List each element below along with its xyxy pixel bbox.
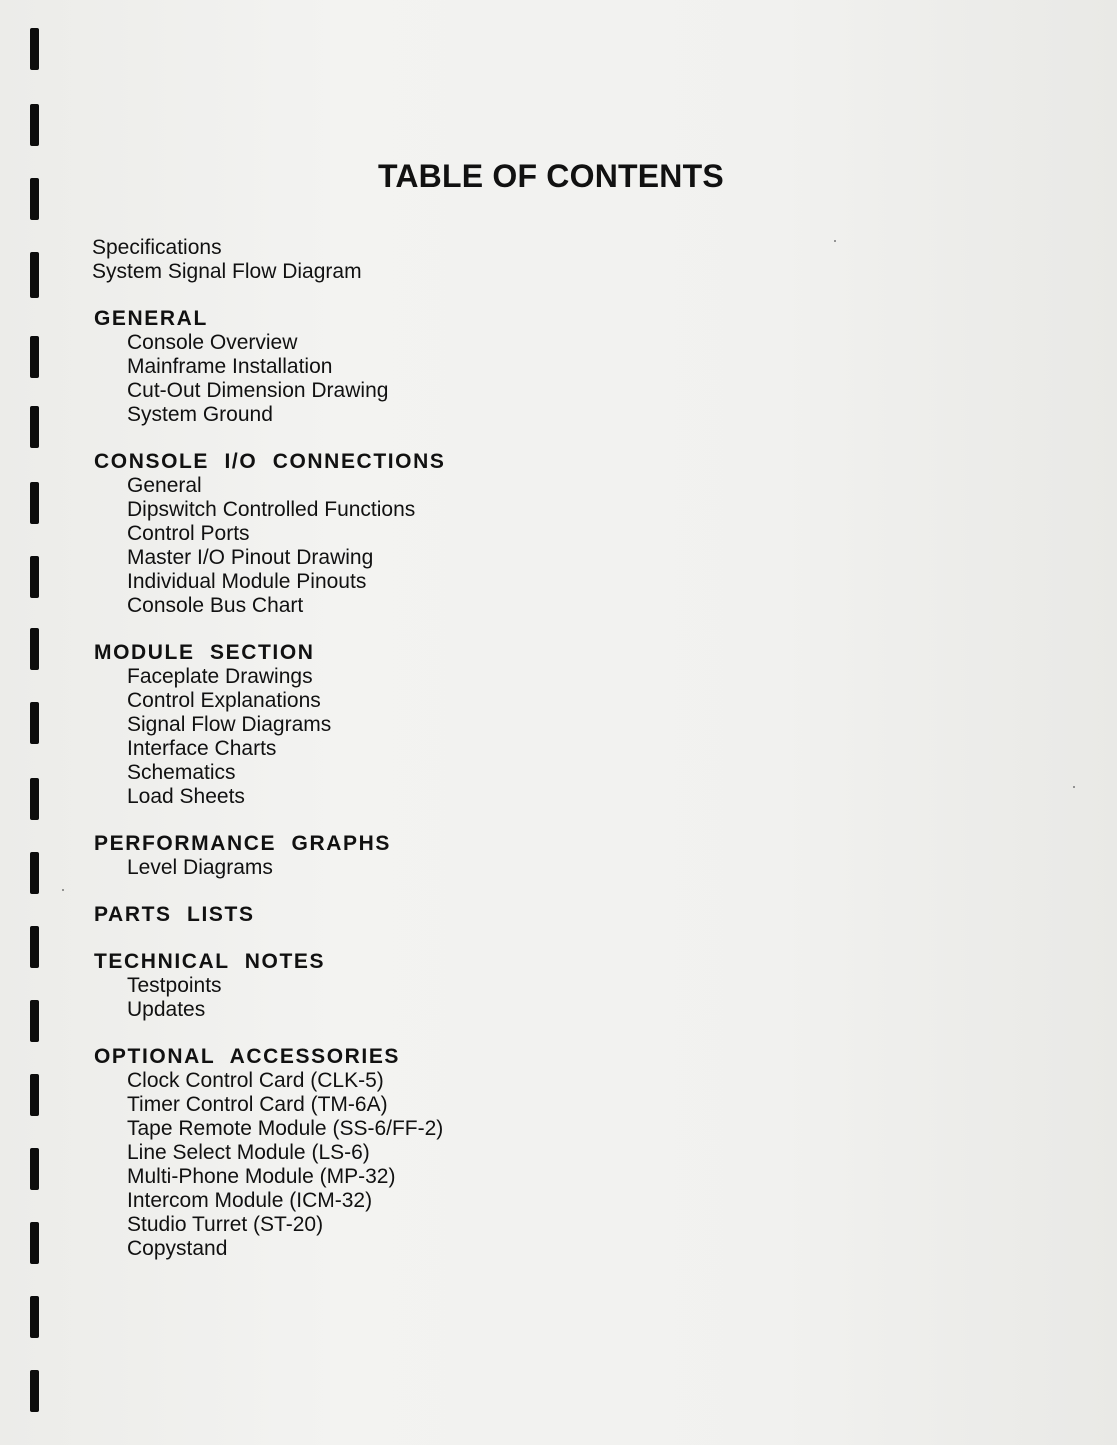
toc-entry: Intercom Module (ICM-32) xyxy=(127,1189,373,1212)
toc-entry: Individual Module Pinouts xyxy=(127,570,367,593)
toc-entry: Console Bus Chart xyxy=(127,594,304,617)
toc-section xyxy=(92,641,592,809)
toc-entry: Master I/O Pinout Drawing xyxy=(127,546,374,569)
binding-hole xyxy=(30,336,39,378)
toc-entry: System Ground xyxy=(127,403,273,426)
binding-hole xyxy=(30,406,39,448)
toc-section xyxy=(92,450,592,618)
toc-entry: Testpoints xyxy=(127,974,222,997)
toc-entry: Interface Charts xyxy=(127,737,277,760)
toc-entry: Level Diagrams xyxy=(127,856,273,879)
toc-entry: Copystand xyxy=(127,1237,228,1260)
toc-section xyxy=(92,832,592,880)
binding-hole xyxy=(30,482,39,524)
toc-entry: Line Select Module (LS-6) xyxy=(127,1141,370,1164)
binding-hole xyxy=(30,1296,39,1338)
toc-section xyxy=(92,950,592,1022)
toc-sections xyxy=(92,307,592,1261)
binding-hole xyxy=(30,852,39,894)
toc-item-specifications: Specifications xyxy=(92,236,222,259)
toc-entry: Control Ports xyxy=(127,522,250,545)
section-items xyxy=(92,665,592,809)
toc-item-system-signal-flow-diagram: System Signal Flow Diagram xyxy=(92,260,362,283)
toc-entry: Cut-Out Dimension Drawing xyxy=(127,379,389,402)
section-items xyxy=(92,974,592,1022)
toc-entry: Tape Remote Module (SS-6/FF-2) xyxy=(127,1117,444,1140)
section-items xyxy=(92,1069,592,1261)
toc-section xyxy=(92,1045,592,1261)
toc-entry: Signal Flow Diagrams xyxy=(127,713,332,736)
paper-speck xyxy=(834,240,836,242)
toc-entry: Console Overview xyxy=(127,331,298,354)
binding-holes xyxy=(26,0,48,1445)
page-title: TABLE OF CONTENTS xyxy=(378,158,724,194)
binding-hole xyxy=(30,778,39,820)
section-heading: PERFORMANCE GRAPHS xyxy=(94,832,391,855)
binding-hole xyxy=(30,1222,39,1264)
binding-hole xyxy=(30,926,39,968)
binding-hole xyxy=(30,1000,39,1042)
toc-entry: Mainframe Installation xyxy=(127,355,333,378)
binding-hole xyxy=(30,556,39,598)
toc-entry: Updates xyxy=(127,998,206,1021)
section-heading: CONSOLE I/O CONNECTIONS xyxy=(94,450,446,473)
toc-entry: General xyxy=(127,474,202,497)
table-of-contents xyxy=(92,236,592,1261)
binding-hole xyxy=(30,702,39,744)
section-items xyxy=(92,474,592,618)
binding-hole xyxy=(30,178,39,220)
paper-speck xyxy=(1073,786,1075,788)
section-items xyxy=(92,331,592,427)
section-heading: PARTS LISTS xyxy=(94,903,255,926)
toc-entry: Schematics xyxy=(127,761,236,784)
toc-entry: Timer Control Card (TM-6A) xyxy=(127,1093,388,1116)
paper-speck xyxy=(62,889,64,891)
section-heading: GENERAL xyxy=(94,307,208,330)
binding-hole xyxy=(30,104,39,146)
binding-hole xyxy=(30,1074,39,1116)
toc-entry: Multi-Phone Module (MP-32) xyxy=(127,1165,396,1188)
toc-section xyxy=(92,307,592,427)
toc-entry: Dipswitch Controlled Functions xyxy=(127,498,416,521)
binding-hole xyxy=(30,252,39,298)
binding-hole xyxy=(30,1148,39,1190)
binding-hole xyxy=(30,628,39,670)
toc-section xyxy=(92,903,592,927)
binding-hole xyxy=(30,1370,39,1412)
toc-entry: Control Explanations xyxy=(127,689,321,712)
section-heading: OPTIONAL ACCESSORIES xyxy=(94,1045,401,1068)
binding-hole xyxy=(30,28,39,70)
section-items xyxy=(92,856,592,880)
toc-entry: Studio Turret (ST-20) xyxy=(127,1213,324,1236)
section-heading: TECHNICAL NOTES xyxy=(94,950,326,973)
toc-entry: Faceplate Drawings xyxy=(127,665,313,688)
toc-entry: Clock Control Card (CLK-5) xyxy=(127,1069,384,1092)
toc-entry: Load Sheets xyxy=(127,785,245,808)
section-heading: MODULE SECTION xyxy=(94,641,315,664)
